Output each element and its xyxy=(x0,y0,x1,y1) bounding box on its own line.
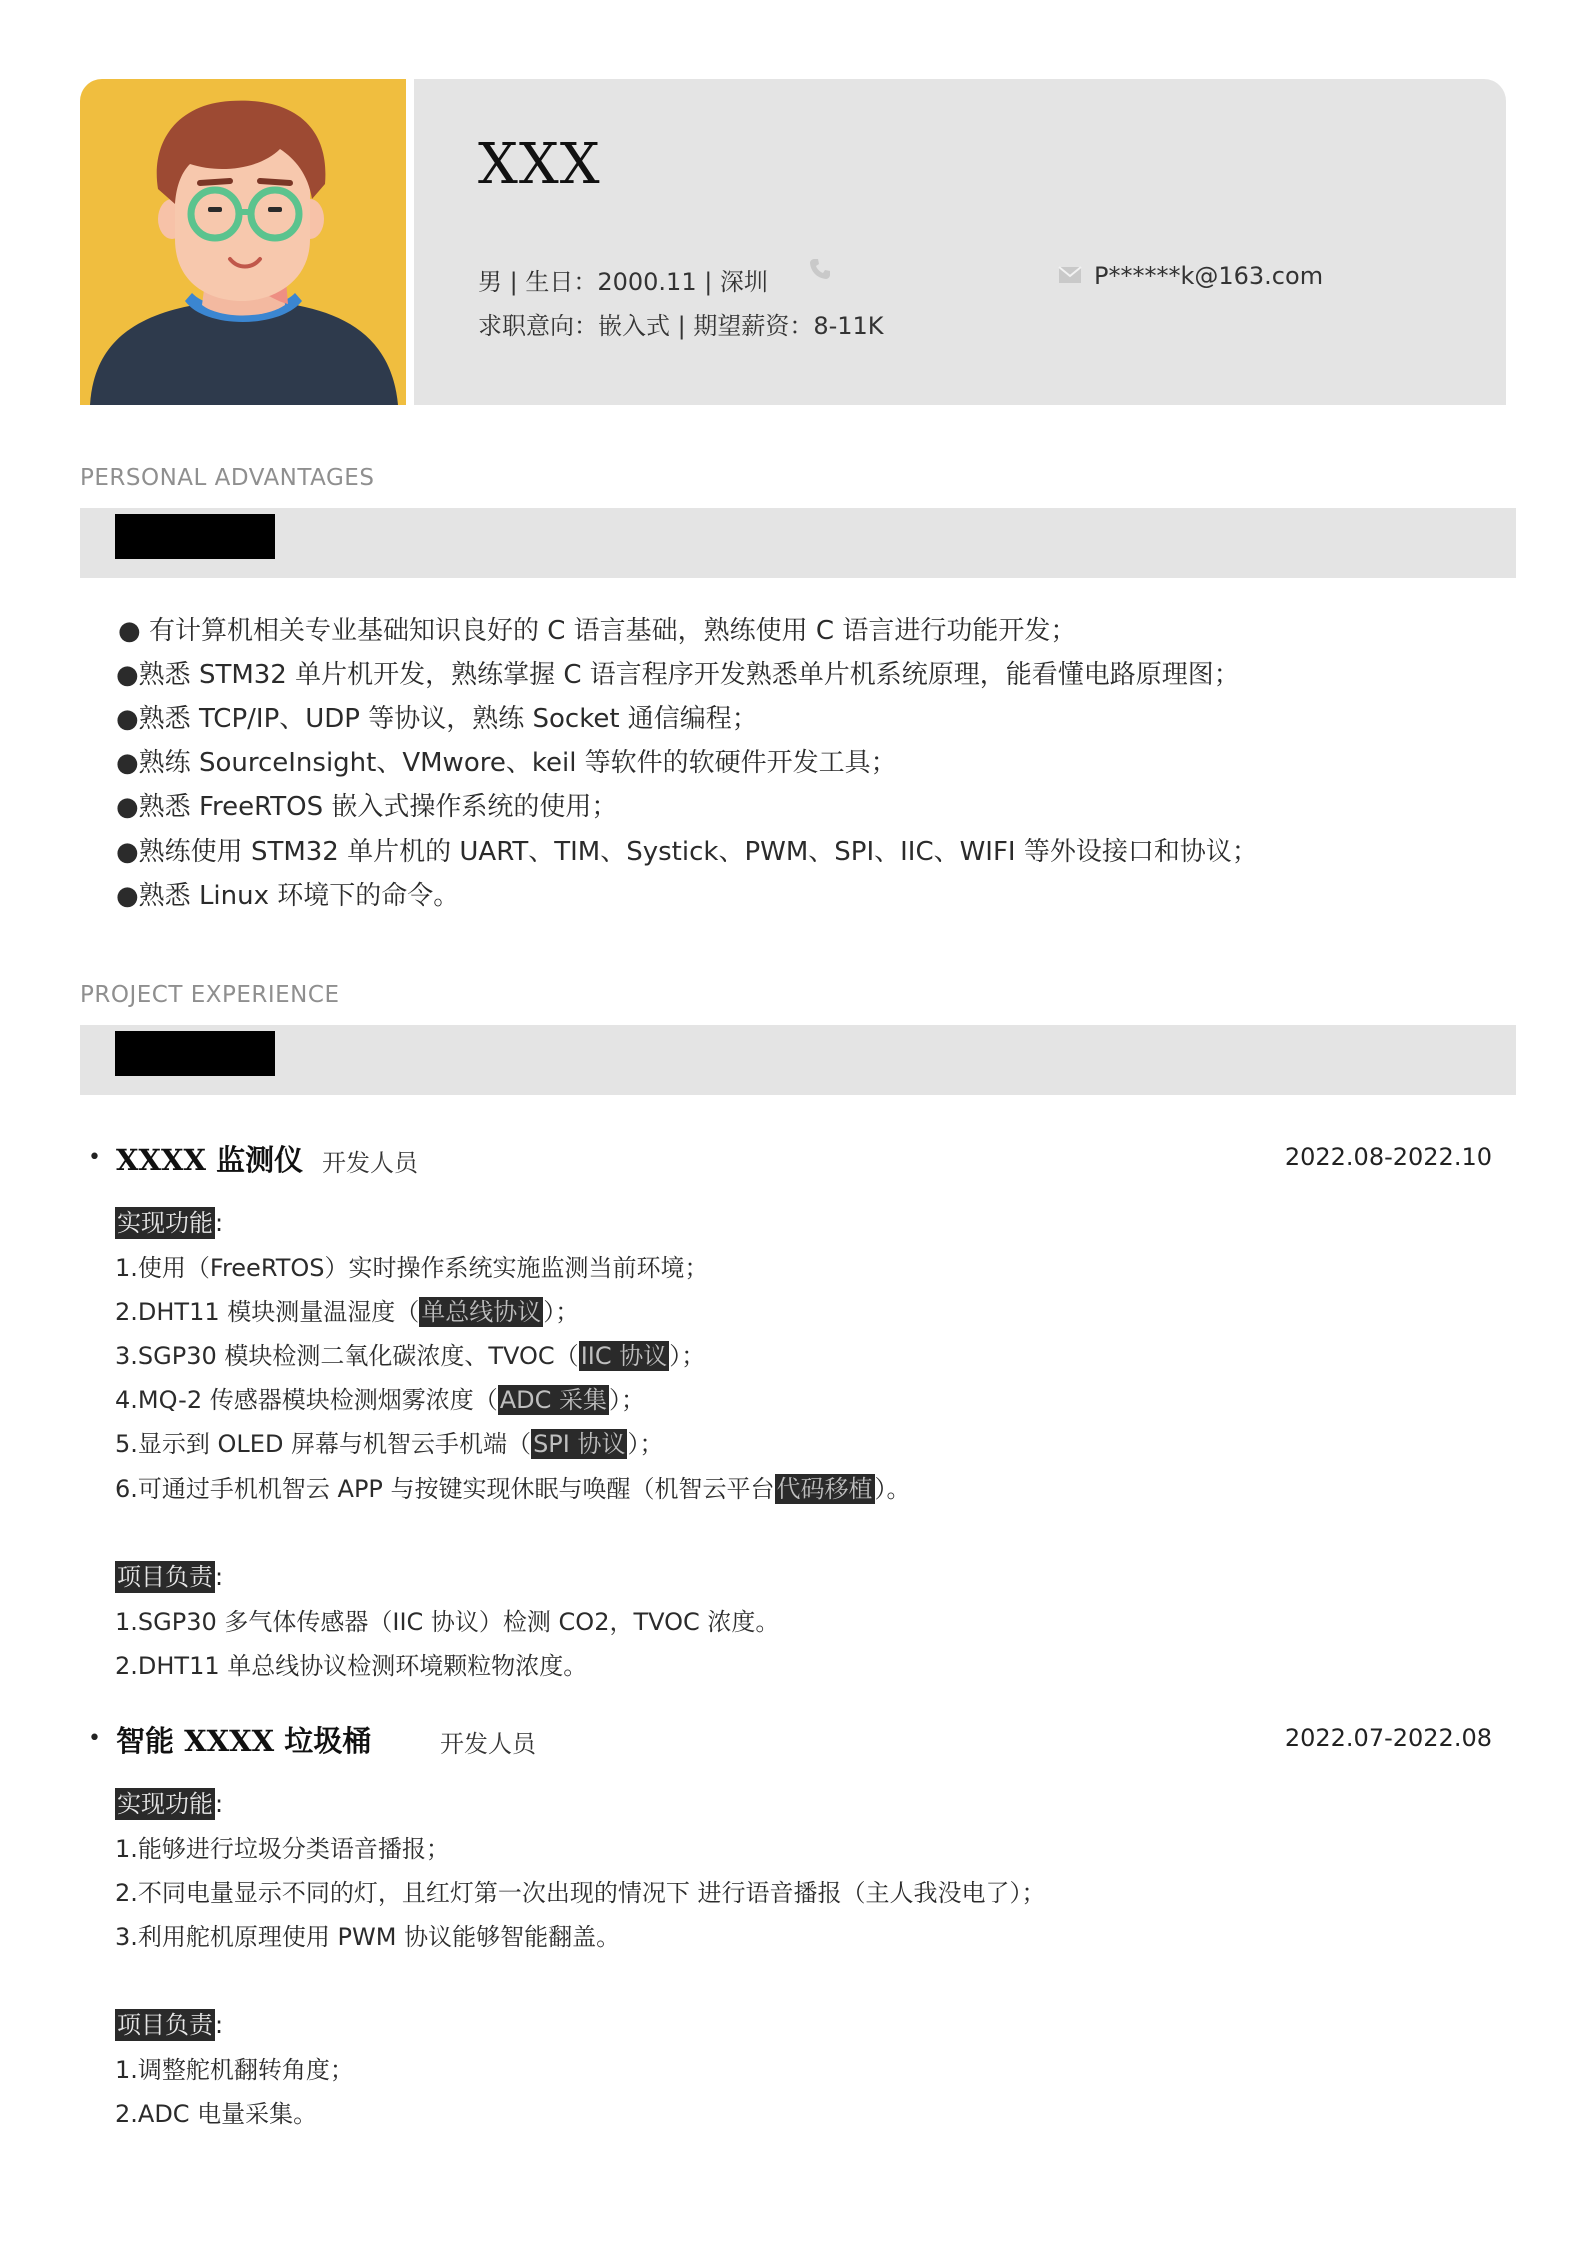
label-highlight: 项目负责 xyxy=(117,1563,213,1591)
section-band-advantages xyxy=(80,508,1516,578)
function-item: 3.利用舵机原理使用 PWM 协议能够智能翻盖。 xyxy=(115,1923,621,1951)
function-highlight: ADC 采集 xyxy=(499,1386,608,1414)
label-colon: : xyxy=(215,2011,224,2039)
project-bullet: • xyxy=(88,1145,101,1170)
project-name: 智能 XXXX 垃圾桶 xyxy=(116,1724,372,1758)
advantage-item: ●熟练使用 STM32 单片机的 UART、TIM、Systick、PWM、SPI、IIC、WIFI 等外设接口和协议； xyxy=(116,837,1258,867)
function-text: 2.DHT11 模块测量温湿度（ xyxy=(115,1298,420,1326)
phone-icon xyxy=(808,257,832,287)
project-date: 2022.07-2022.08 xyxy=(1284,1724,1492,1752)
responsibility-item: 1.调整舵机翻转角度； xyxy=(115,2056,354,2084)
section-label-responsibilities xyxy=(115,1557,223,1592)
header-info-panel xyxy=(414,79,1506,405)
responsibility-item: 2.DHT11 单总线协议检测环境颗粒物浓度。 xyxy=(115,1652,588,1680)
redacted-block xyxy=(115,1031,275,1076)
function-text: 5.显示到 OLED 屏幕与机智云手机端（ xyxy=(115,1430,532,1458)
function-highlight: IIC 协议 xyxy=(580,1342,668,1370)
function-highlight: 代码移植 xyxy=(776,1475,873,1503)
function-highlight: 单总线协议 xyxy=(421,1298,542,1326)
advantage-item: ●熟悉 FreeRTOS 嵌入式操作系统的使用； xyxy=(116,792,618,822)
mail-icon xyxy=(1058,262,1082,290)
function-text: 3.SGP30 模块检测二氧化碳浓度、TVOC（ xyxy=(115,1342,579,1370)
function-highlight: SPI 协议 xyxy=(533,1430,626,1458)
redacted-block xyxy=(115,514,275,559)
project-bullet: • xyxy=(88,1726,101,1751)
label-highlight: 项目负责 xyxy=(117,2011,213,2039)
section-band-projects xyxy=(80,1025,1516,1095)
function-item: 1.能够进行垃圾分类语音播报； xyxy=(115,1835,450,1863)
function-text: ）； xyxy=(627,1430,664,1458)
function-item xyxy=(115,1380,645,1415)
function-text: 6.可通过手机机智云 APP 与按键实现休眠与唤醒（机智云平台 xyxy=(115,1475,775,1503)
advantage-item: ●熟悉 Linux 环境下的命令。 xyxy=(116,881,460,911)
function-text: ）。 xyxy=(874,1475,911,1503)
function-item: 2.不同电量显示不同的灯，且红灯第一次出现的情况下 进行语音播报（主人我没电了）； xyxy=(115,1879,1046,1907)
function-item xyxy=(115,1292,579,1327)
project-date: 2022.08-2022.10 xyxy=(1284,1143,1492,1171)
function-text: ）； xyxy=(669,1342,706,1370)
function-item xyxy=(115,1469,911,1504)
advantage-item: ●熟练 SourceInsight、VMwore、keil 等软件的软硬件开发工具； xyxy=(116,748,897,778)
function-item xyxy=(115,1424,663,1459)
function-item xyxy=(115,1336,705,1371)
avatar-illustration xyxy=(80,79,406,405)
section-label-responsibilities xyxy=(115,2005,223,2040)
project-role: 开发人员 xyxy=(440,1730,536,1758)
label-highlight: 实现功能 xyxy=(117,1209,213,1237)
section-label-functions xyxy=(115,1203,223,1238)
label-highlight: 实现功能 xyxy=(117,1790,213,1818)
function-text: 4.MQ-2 传感器模块检测烟雾浓度（ xyxy=(115,1386,498,1414)
function-item xyxy=(115,1248,709,1283)
label-colon: : xyxy=(215,1790,224,1818)
label-colon: : xyxy=(215,1209,224,1237)
job-intention: 求职意向：嵌入式 | 期望薪资：8-11K xyxy=(478,312,884,340)
section-title-projects: PROJECT EXPERIENCE xyxy=(80,982,340,1008)
function-text: 1.使用（FreeRTOS）实时操作系统实施监测当前环境； xyxy=(115,1254,709,1282)
basic-info: 男 | 生日：2000.11 | 深圳 xyxy=(478,268,768,296)
section-title-advantages: PERSONAL ADVANTAGES xyxy=(80,465,375,491)
responsibility-item: 1.SGP30 多气体传感器（IIC 协议）检测 CO2，TVOC 浓度。 xyxy=(115,1608,780,1636)
avatar xyxy=(80,79,406,405)
project-name: XXXX 监测仪 xyxy=(116,1143,304,1177)
candidate-name: XXX xyxy=(478,132,601,197)
email: P******k@163.com xyxy=(1094,262,1324,290)
function-text: ）； xyxy=(609,1386,646,1414)
advantage-item: ●熟悉 TCP/IP、UDP 等协议，熟练 Socket 通信编程； xyxy=(116,704,758,734)
project-role: 开发人员 xyxy=(322,1149,418,1177)
label-colon: : xyxy=(215,1563,224,1591)
function-text: ）； xyxy=(543,1298,580,1326)
advantage-item: ● 有计算机相关专业基础知识良好的 C 语言基础，熟练使用 C 语言进行功能开发； xyxy=(118,616,1077,646)
advantage-item: ●熟悉 STM32 单片机开发，熟练掌握 C 语言程序开发熟悉单片机系统原理，能看懂电路原理图； xyxy=(116,660,1240,690)
section-label-functions xyxy=(115,1784,223,1819)
responsibility-item: 2.ADC 电量采集。 xyxy=(115,2100,318,2128)
